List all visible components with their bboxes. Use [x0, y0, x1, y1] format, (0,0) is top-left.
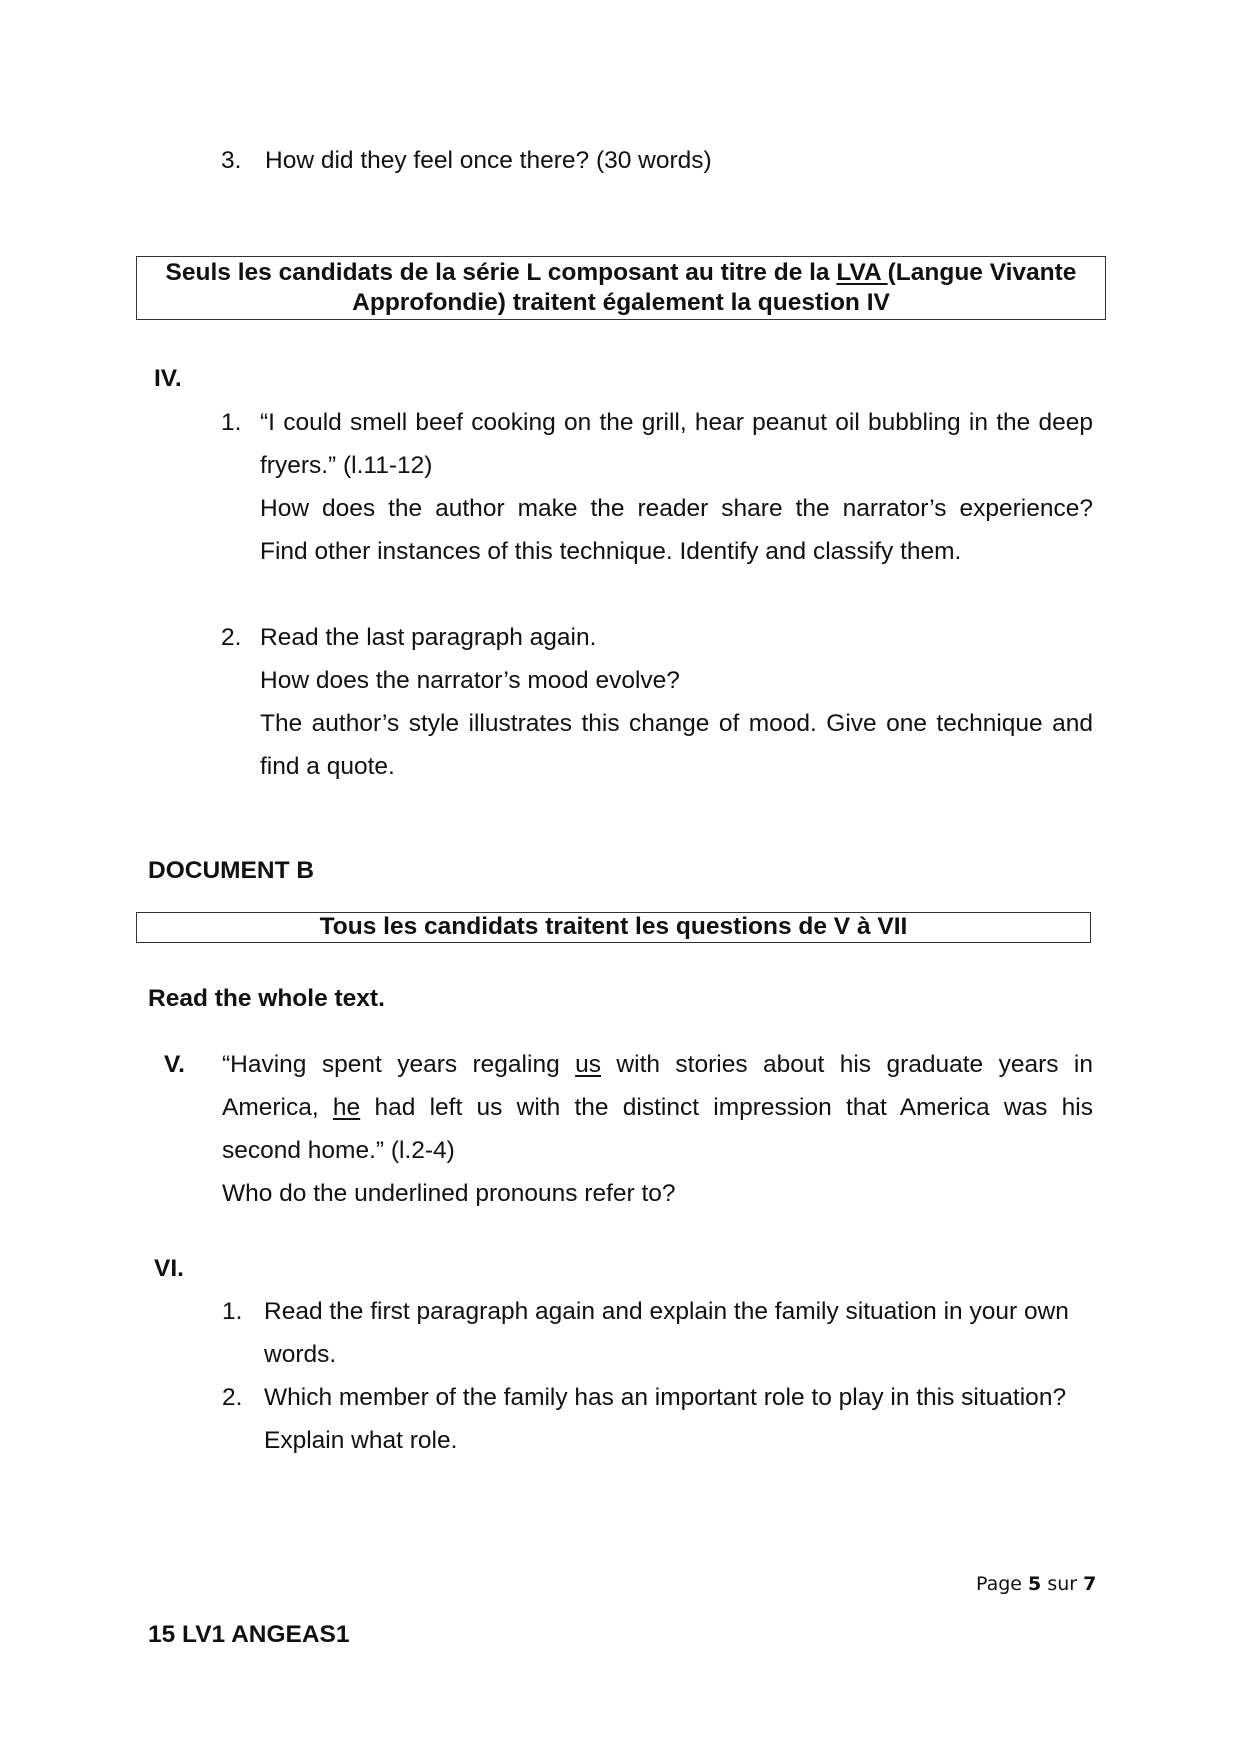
- vi-item-1-number: 1.: [222, 1298, 243, 1325]
- v-line-4: Who do the underlined pronouns refer to?: [222, 1180, 676, 1207]
- iv-item-1-line-4: Find other instances of this technique. Identify and classify them.: [260, 538, 962, 565]
- iv-item-1-line-2: fryers.” (l.11-12): [260, 452, 433, 479]
- iv-item-1-line-1: “I could smell beef cooking on the grill, hear peanut oil bubbling in the deep: [260, 409, 1093, 436]
- section-vi-numeral: VI.: [154, 1255, 184, 1282]
- document-b-heading: DOCUMENT B: [148, 857, 315, 884]
- lva-underlined: LVA: [836, 259, 888, 286]
- section-v-numeral: V.: [164, 1051, 185, 1078]
- iv-item-2-line-3: The author’s style illustrates this change of mood. Give one technique and: [260, 710, 1093, 737]
- vi-item-2-line-2: Explain what role.: [264, 1427, 458, 1454]
- v-line-3: second home.” (l.2-4): [222, 1137, 455, 1164]
- v-line-1: “Having spent years regaling us with stories about his graduate years in: [222, 1051, 1093, 1078]
- page-number: Page 5 sur 7: [976, 1573, 1097, 1595]
- lva-box-line-1: Seuls les candidats de la série L composant au titre de la LVA (Langue Vivante: [165, 259, 1077, 286]
- iv-item-2-line-4: find a quote.: [260, 753, 395, 780]
- vi-item-1-line-2: words.: [264, 1341, 337, 1368]
- vi-item-2-line-1: Which member of the family has an important role to play in this situation?: [264, 1384, 1067, 1411]
- question-3-text: How did they feel once there? (30 words): [265, 147, 712, 174]
- read-instruction: Read the whole text.: [148, 985, 385, 1012]
- iv-item-2-number: 2.: [221, 624, 242, 651]
- exam-code: 15 LV1 ANGEAS1: [148, 1621, 350, 1648]
- iv-item-2-line-1: Read the last paragraph again.: [260, 624, 597, 651]
- all-candidates-box: Tous les candidats traitent les questions de V à VII: [136, 912, 1091, 943]
- lva-instruction-box: [136, 256, 1106, 320]
- lva-box-line-2: Approfondie) traitent également la question IV: [352, 289, 890, 316]
- iv-item-2-line-2: How does the narrator’s mood evolve?: [260, 667, 680, 694]
- section-iv-numeral: IV.: [154, 365, 182, 392]
- vi-item-1-line-1: Read the first paragraph again and explain the family situation in your own: [264, 1298, 1069, 1325]
- v-line-2: America, he had left us with the distinct impression that America was his: [222, 1094, 1094, 1121]
- vi-item-2-number: 2.: [222, 1384, 243, 1411]
- underlined-pronoun-us: us: [575, 1051, 602, 1078]
- underlined-pronoun-he: he: [332, 1094, 361, 1121]
- iv-item-1-number: 1.: [221, 409, 242, 436]
- iv-item-1-line-3: How does the author make the reader share the narrator’s experience?: [260, 495, 1093, 522]
- question-3-number: 3.: [221, 147, 242, 174]
